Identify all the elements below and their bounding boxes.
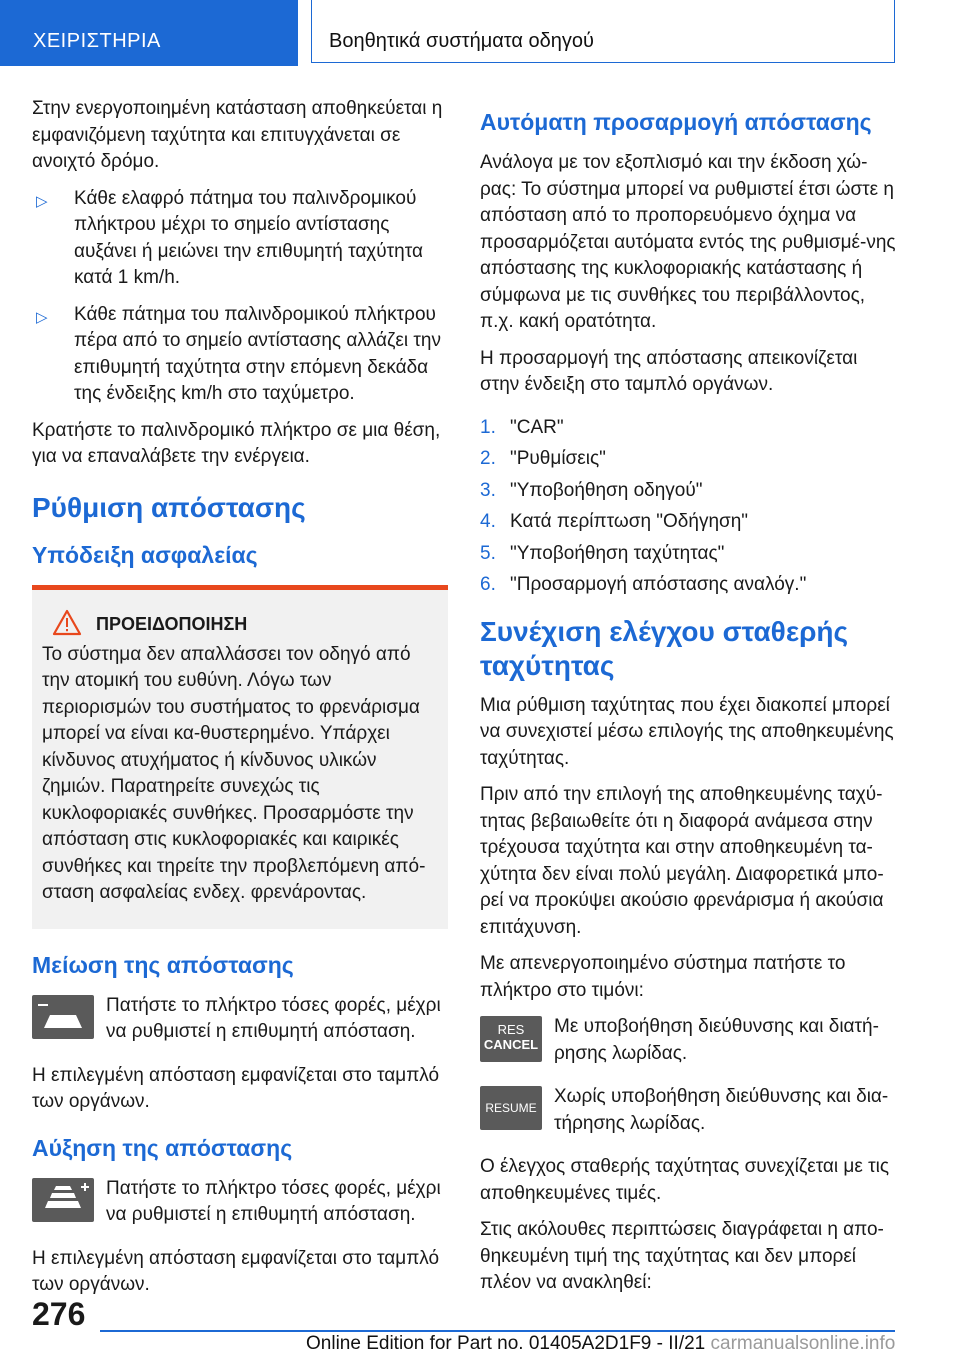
list-item: 2. "Ρυθμίσεις": [480, 448, 606, 469]
hold-paragraph: Κρατήστε το παλινδρομικό πλήκτρο σε μια θέση, για να επαναλάβετε την ενέργεια.: [32, 419, 441, 467]
speed-step-list: [32, 186, 448, 408]
chapter-tab[interactable]: Βοηθητικά συστήματα οδηγού: [311, 0, 895, 63]
section-title-continue: Συνέχιση ελέγχου σταθερής ταχύτητας: [480, 615, 849, 681]
manual-section-tab[interactable]: ΧΕΙΡΙΣΤΗΡΙΑ: [0, 0, 298, 66]
right-column: [480, 96, 896, 1307]
continue-paragraph-1: Μια ρύθμιση ταχύτητας που έχει διακοπεί μπορεί να συνεχιστεί μέσω επιλογής της αποθηκευμένης ταχύτητας.: [480, 694, 894, 769]
res-cancel-row: RES CANCEL Με υποβοήθηση διεύθυνσης και διατή-ρησης λωρίδας.: [480, 1014, 896, 1070]
page-header: [0, 0, 960, 66]
list-item: 4. Κατά περίπτωση "Οδήγηση": [480, 511, 749, 532]
resume-row: RESUME Χωρίς υποβοήθηση διεύθυνσης και δια-τήρησης λωρίδας.: [480, 1084, 896, 1140]
auto-paragraph-1: Ανάλογα με τον εξοπλισμό και την έκδοση χώ-ρας: Το σύστημα μπορεί να ρυθμιστεί έτσι ώστε η απόσταση από το προπορευόμενο όχημα να προσαρμόζεται αυτόματα εντός της ρυθμισμέ-νης απόστασης της κυκλοφοριακής κατάστασης ή σύμφωνα με τις συνθήκες του περιβάλλοντος, π.χ. κακή ορατότητα.: [480, 152, 896, 332]
decrease-after-paragraph: Η επιλεγμένη απόσταση εμφανίζεται στο ταμπλό των οργάνων.: [32, 1064, 440, 1112]
distance-increase-button-icon: [32, 1178, 94, 1222]
increase-after-paragraph: Η επιλεγμένη απόσταση εμφανίζεται στο ταμπλό των οργάνων.: [32, 1247, 440, 1295]
triangle-bullet-icon: ▷: [36, 192, 48, 210]
res-cancel-button-icon: RES CANCEL: [480, 1016, 542, 1062]
list-item: ▷ Κάθε ελαφρό πάτημα του παλινδρομικού πλήκτρου μέχρι το σημείο αντίστασης αυξάνει ή μειώνει την επιθυμητή ταχύτητα κατά 1 km/h.: [36, 187, 423, 288]
auto-paragraph-2: Η προσαρμογή της απόστασης απεικονίζεται στην ένδειξη στο ταμπλό οργάνων.: [480, 347, 858, 395]
triangle-bullet-icon: ▷: [36, 308, 48, 326]
intro-paragraph: Στην ενεργοποιημένη κατάσταση αποθηκεύεται η εμφανιζόμενη ταχύτητα και επιτυγχάνεται σε ανοιχτό δρόμο.: [32, 98, 443, 172]
continue-paragraph-3: Με απενεργοποιημένο σύστημα πατήστε το πλήκτρο στο τιμόνι:: [480, 953, 846, 1001]
menu-path-list: [480, 415, 896, 599]
increase-distance-row: Πατήστε το πλήκτρο τόσες φορές, μέχρι να ρυθμιστεί η επιθυμητή απόσταση.: [32, 1176, 448, 1232]
increase-distance-title: Αύξηση της απόστασης: [32, 1134, 293, 1161]
footer-edition: Online Edition for Part no. 01405A2D1F9 - II/21 carmanualsonline.info: [306, 1333, 896, 1354]
continue-paragraph-5: Στις ακόλουθες περιπτώσεις διαγράφεται η απο-θηκευμένη τιμή της ταχύτητας και δεν μπορεί πλέον να ανακληθεί:: [480, 1219, 884, 1293]
warning-triangle-icon: [52, 609, 82, 636]
continue-paragraph-2: Πριν από την επιλογή της αποθηκευμένης ταχύ-τητας βεβαιωθείτε ότι η διαφορά ανάμεσα στην τρέχουσα ταχύτητα και στην αποθηκευμένη τα-χύτητα δεν είναι πολύ μεγάλη. Διαφορετικά μπο-ρεί να προκύψει ακούσιο φρενάρισμα ή ακούσια επιτάχυνση.: [480, 784, 884, 938]
footer-divider: [100, 1330, 895, 1332]
left-column: [32, 96, 448, 1309]
list-item: ▷ Κάθε πάτημα του παλινδρομικού πλήκτρου πέρα από το σημείο αντίστασης αλλάζει την επιθυμητή ταχύτητα στην επόμενη δεκάδα της ένδειξης km/h στο ταχύμετρο.: [36, 303, 441, 404]
resume-button-icon: RESUME: [480, 1086, 542, 1130]
safety-subtitle: Υπόδειξη ασφαλείας: [32, 541, 258, 568]
list-item: 5. "Υποβοήθηση ταχύτητας": [480, 542, 725, 564]
warning-title: ΠΡΟΕΙΔΟΠΟΙΗΣΗ: [42, 612, 438, 636]
continue-paragraph-4: Ο έλεγχος σταθερής ταχύτητας συνεχίζεται με τις αποθηκευμένες τιμές.: [480, 1156, 890, 1204]
section-title-distance: Ρύθμιση απόστασης: [32, 491, 306, 523]
decrease-distance-title: Μείωση της απόστασης: [32, 951, 294, 978]
watermark: carmanualsonline.info: [710, 1333, 896, 1354]
auto-distance-title: Αυτόματη προσαρμογή απόστασης: [480, 109, 872, 135]
warning-box: [32, 585, 448, 929]
list-item: 6. "Προσαρμογή απόστασης αναλόγ.": [480, 574, 807, 595]
list-item: 1. "CAR": [480, 416, 564, 438]
decrease-distance-row: Πατήστε το πλήκτρο τόσες φορές, μέχρι να ρυθμιστεί η επιθυμητή απόσταση.: [32, 993, 448, 1049]
distance-decrease-button-icon: [32, 995, 94, 1039]
warning-text: Το σύστημα δεν απαλλάσσει τον οδηγό από την ατομική του ευθύνη. Λόγω των περιορισμών του συστήματος το φρενάρισμα μπορεί να είναι κα-θυστερημένο. Υπάρχει κίνδυνος ατυχήματος ή κίνδυνος υλικών ζημιών. Παρατηρείτε συνεχώς τις κυκλοφοριακές συνθήκες. Προσαρμόστε την απόσταση στις κυκλοφοριακές και καιρικές συνθήκες και τηρείτε την προβλεπόμενη από-σταση ασφαλείας ενδεχ. φρενάροντας.: [42, 643, 426, 903]
page-number: 276: [32, 1296, 86, 1332]
list-item: 3. "Υποβοήθηση οδηγού": [480, 479, 703, 501]
